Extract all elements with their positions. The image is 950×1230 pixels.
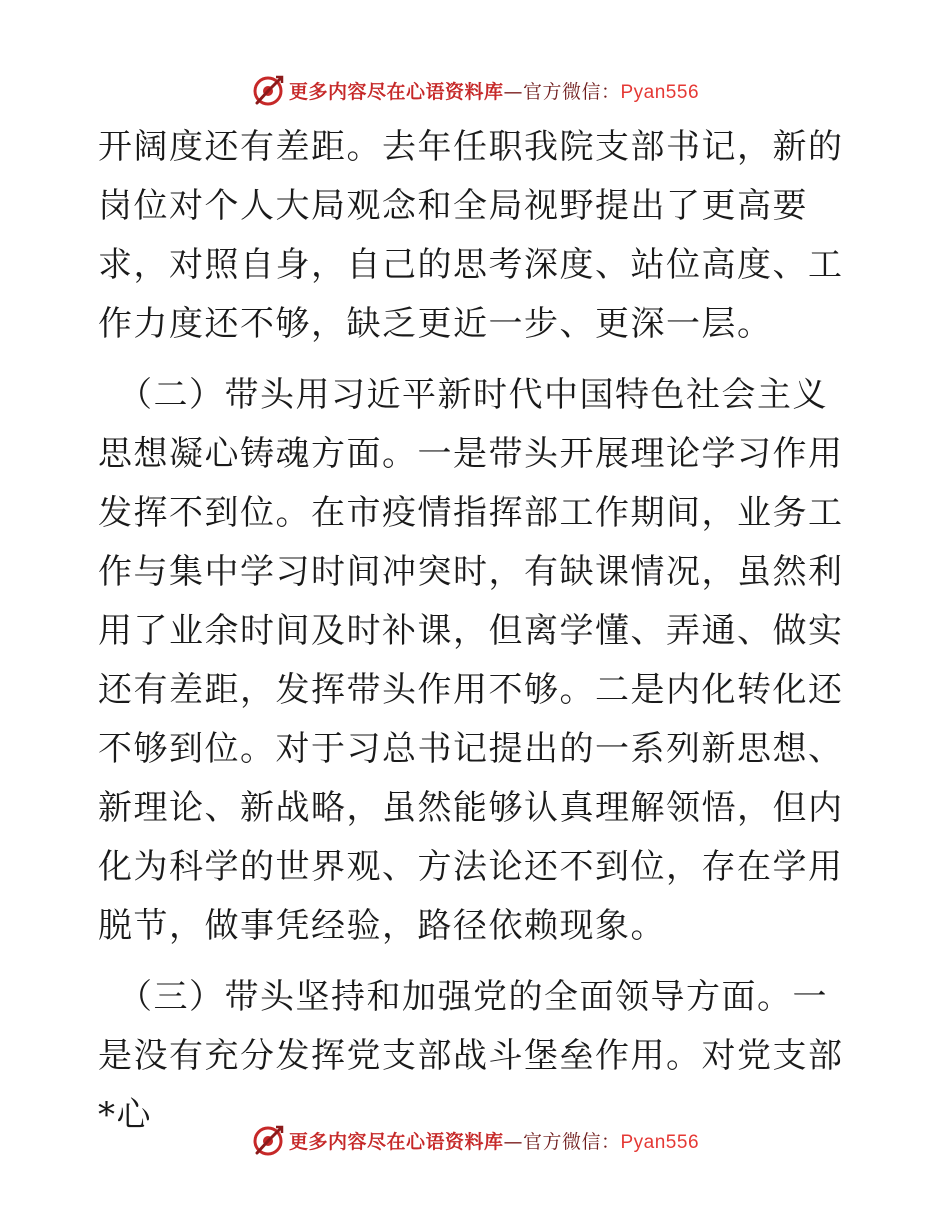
footer-banner-contact-label: 官方微信： bbox=[522, 1130, 621, 1153]
footer-banner-text[interactable] bbox=[289, 1127, 699, 1154]
header-banner-text[interactable] bbox=[289, 77, 699, 104]
header-banner bbox=[0, 70, 950, 110]
footer-banner-separator: — bbox=[503, 1130, 523, 1153]
header-banner-link[interactable]: 更多内容尽在心语资料库 bbox=[288, 80, 504, 103]
footer-banner-contact-id: Pyan556 bbox=[620, 1131, 700, 1153]
footer-banner bbox=[0, 1120, 950, 1160]
brand-logo-icon bbox=[251, 1123, 285, 1157]
document-body bbox=[98, 118, 858, 1145]
paragraph-section-2: （二）带头用习近平新时代中国特色社会主义思想凝心铸魂方面。一是带头开展理论学习作用发挥不到位。在市疫情指挥部工作期间，业务工作与集中学习时间冲突时，有缺课情况，虽然利用了业余时间及时补课，但离学懂、弄通、做实还有差距，发挥带头作用不够。二是内化转化还不够到位。对于习总书记提出的一系列新思想、新理论、新战略，虽然能够认真理解领悟，但内化为科学的世界观、方法论还不到位，存在学用脱节，做事凭经验，路径依赖现象。 bbox=[98, 375, 844, 946]
header-banner-separator: — bbox=[503, 80, 523, 103]
footer-banner-link[interactable]: 更多内容尽在心语资料库 bbox=[288, 1130, 504, 1153]
paragraph-section-3: （三）带头坚持和加强党的全面领导方面。一是没有充分发挥党支部战斗堡垒作用。对党支部*心 bbox=[98, 977, 844, 1135]
header-banner-contact-id: Pyan556 bbox=[620, 81, 700, 103]
brand-logo-icon bbox=[251, 73, 285, 107]
header-banner-contact-label: 官方微信： bbox=[522, 80, 621, 103]
paragraph-continuation: 开阔度还有差距。去年任职我院支部书记，新的岗位对个人大局观念和全局视野提出了更高要求，对照自身，自己的思考深度、站位高度、工作力度还不够，缺乏更近一步、更深一层。 bbox=[98, 127, 844, 344]
